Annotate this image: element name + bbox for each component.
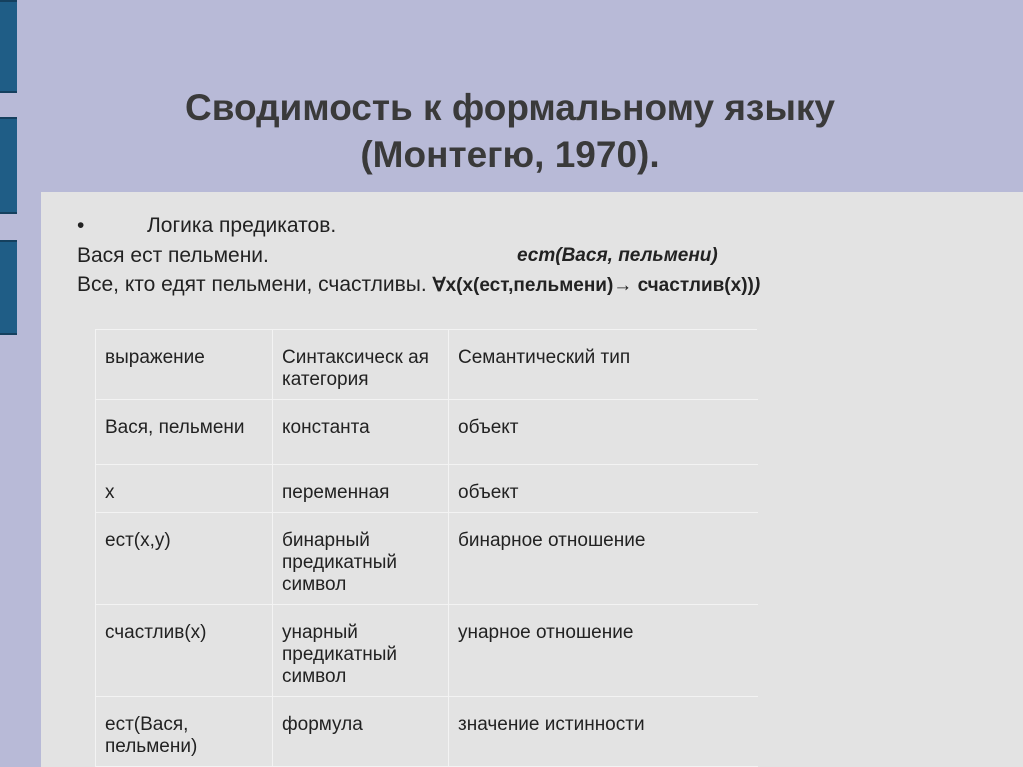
example-sentence: Вася ест пельмени. bbox=[77, 244, 269, 267]
expression-cell: ест(x,y) bbox=[96, 513, 273, 605]
side-decoration-tab bbox=[0, 117, 17, 214]
side-decoration-tab bbox=[0, 0, 17, 93]
universal-formula-closing: ) bbox=[753, 275, 761, 296]
example-sentence-line bbox=[77, 244, 718, 268]
expression-cell: Вася, пельмени bbox=[96, 400, 273, 465]
example-formula: ест(Вася, пельмени) bbox=[517, 245, 718, 266]
bullet-item bbox=[77, 214, 336, 238]
side-decoration-tab bbox=[0, 240, 17, 335]
semantic-type-cell: значение истинности bbox=[449, 697, 758, 767]
header-semantic-type-cell: Семантический тип bbox=[449, 330, 758, 400]
semantic-type-cell: объект bbox=[449, 400, 758, 465]
table-row bbox=[96, 400, 758, 465]
header-expression-cell: выражение bbox=[96, 330, 273, 400]
universal-formula: ∀x(x(ест,пельмени)→ счастлив(x)) bbox=[432, 275, 754, 296]
slide-title bbox=[60, 84, 960, 178]
universal-sentence: Все, кто едят пельмени, счастливы. bbox=[77, 273, 433, 296]
semantic-type-cell: бинарное отношение bbox=[449, 513, 758, 605]
expression-cell: счастлив(x) bbox=[96, 605, 273, 697]
table-row bbox=[96, 605, 758, 697]
expression-cell: ест(Вася, пельмени) bbox=[96, 697, 273, 767]
universal-sentence-line bbox=[77, 273, 760, 297]
expression-cell: x bbox=[96, 465, 273, 513]
bullet-text: Логика предикатов. bbox=[147, 214, 337, 237]
header-syntactic-category-cell: Синтаксическ ая категория bbox=[273, 330, 449, 400]
semantics-table bbox=[95, 329, 758, 767]
syntactic-category-cell: бинарный предикатный символ bbox=[273, 513, 449, 605]
syntactic-category-cell: формула bbox=[273, 697, 449, 767]
table-row bbox=[96, 697, 758, 767]
slide-title-line1: Сводимость к формальному языку bbox=[184, 87, 836, 128]
syntactic-category-cell: константа bbox=[273, 400, 449, 465]
table-row bbox=[96, 465, 758, 513]
semantic-type-cell: объект bbox=[449, 465, 758, 513]
table-row bbox=[96, 513, 758, 605]
table-header-row bbox=[96, 330, 758, 400]
syntactic-category-cell: переменная bbox=[273, 465, 449, 513]
bullet-marker: • bbox=[77, 214, 85, 237]
semantic-type-cell: унарное отношение bbox=[449, 605, 758, 697]
syntactic-category-cell: унарный предикатный символ bbox=[273, 605, 449, 697]
slide-title-line2: (Монтегю, 1970). bbox=[360, 134, 660, 175]
